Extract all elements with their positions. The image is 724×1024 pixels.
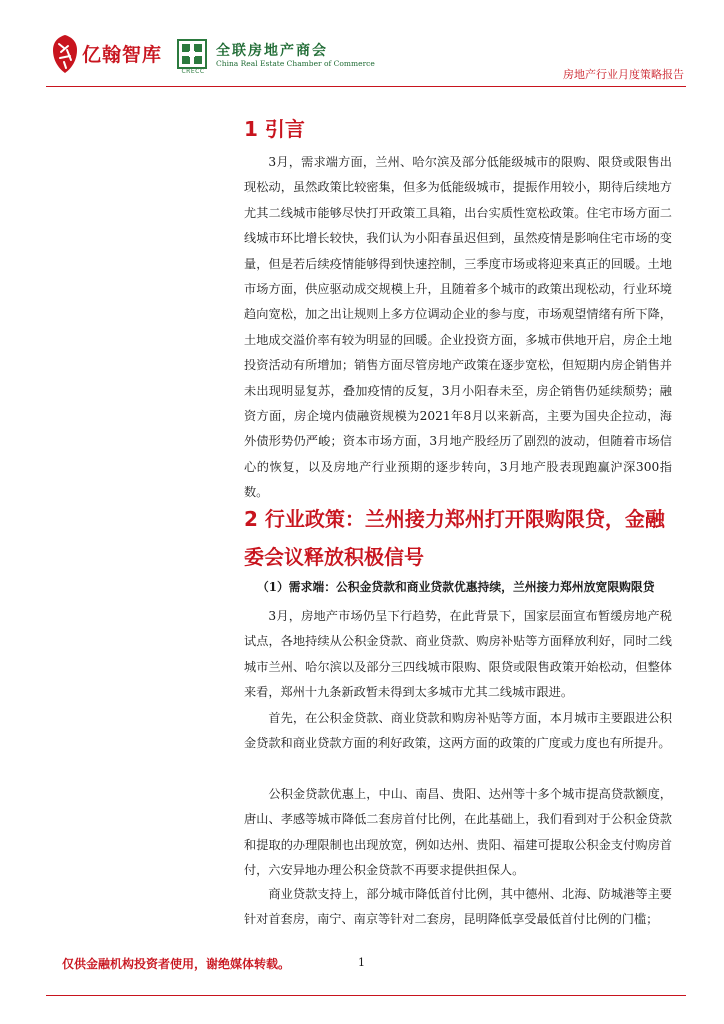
footer-divider xyxy=(46,995,686,996)
crecc-emblem-icon xyxy=(176,38,208,72)
yihan-seal-icon xyxy=(52,34,78,74)
crecc-name-cn: 全联房地产商会 xyxy=(216,43,328,59)
section-title-policy: 2 行业政策：兰州接力郑州打开限购限贷，金融委会议释放积极信号 xyxy=(244,507,665,569)
first-paragraph: 首先，在公积金贷款、商业贷款和购房补贴等方面，本月城市主要跟进公积金贷款和商业贷款方面的利好政策，这两方面的政策的广度或力度也有所提升。 xyxy=(244,711,672,751)
commercial-loan-paragraph: 商业贷款支持上，部分城市降低首付比例，其中德州、北海、防城港等主要针对首套房，南宁、南京等针对二套房，昆明降低享受最低首付比例的门槛； xyxy=(244,887,672,927)
yihan-logo xyxy=(52,34,170,74)
crecc-name-en: China Real Estate Chamber of Commerce xyxy=(216,59,375,68)
provident-fund-paragraph: 公积金贷款优惠上，中山、南昌、贵阳、达州等十多个城市提高贷款额度，唐山、孝感等城市降低二套房首付比例，在此基础上，我们看到对于公积金贷款和提取的办理限制也出现放宽，例如达州、贵阳、福建可提取公积金支付购房首付，六安异地办理公积金贷款不再要求提供担保人。 xyxy=(244,787,672,878)
demand-paragraph: 3月，房地产市场仍呈下行趋势，在此背景下，国家层面宣布暂缓房地产税试点，各地持续从公积金贷款、商业贷款、购房补贴等方面释放利好，同时二线城市兰州、哈尔滨以及部分三四线城市限购、限贷或限售政策开始松动，但整体来看，郑州十九条新政暂未得到太多城市尤其二线城市跟进。 xyxy=(244,609,672,700)
header-divider xyxy=(46,86,686,87)
subsection-title-demand: （1）需求端：公积金贷款和商业贷款优惠持续，兰州接力郑州放宽限购限贷 xyxy=(257,580,655,594)
yihan-brand-name: 亿翰智库 xyxy=(82,44,163,66)
crecc-logo xyxy=(176,38,376,78)
report-type-tag: 房地产行业月度策略报告 xyxy=(563,68,684,81)
page-number: 1 xyxy=(358,956,365,969)
page-header xyxy=(0,0,724,92)
crecc-abbreviation: CRECC xyxy=(181,68,205,75)
intro-paragraph: 3月，需求端方面，兰州、哈尔滨及部分低能级城市的限购、限贷或限售出现松动，虽然政策比较密集，但多为低能级城市，提振作用较小，期待后续地方尤其二线城市能够尽快打开政策工具箱，出台实质性宽松政策。住宅市场方面二线城市环比增长较快，我们认为小阳春虽迟但到，虽然疫情是影响住宅市场的变量，但是若后续疫情能够得到快速控制，三季度市场或将迎来真正的回暖。土地市场方面，供应驱动成交规模上升，且随着多个城市的政策出现松动，行业环境趋向宽松，加之出让规则上多方位调动企业的参与度，市场观望情绪有所下降，土地成交溢价率有较为明显的回暖。企业投资方面，多城市供地开启，房企土地投资活动有所增加；销售方面尽管房地产政策在逐步宽松，但短期内房企销售并未出现明显复苏，叠加疫情的反复，3月小阳春未至，房企销售仍延续颓势；融资方面，房企境内债融资规模为2021年8月以来新高，主要为国央企拉动，海外债形势仍严峻；资本市场方面，3月地产股经历了剧烈的波动，但随着市场信心的恢复，以及房地产行业预期的逐步转向，3月地产股表现跑赢沪深300指数。 xyxy=(244,155,672,500)
section-title-intro: 1 引言 xyxy=(244,117,305,141)
footer-disclaimer: 仅供金融机构投资者使用，谢绝媒体转载。 xyxy=(62,957,291,971)
